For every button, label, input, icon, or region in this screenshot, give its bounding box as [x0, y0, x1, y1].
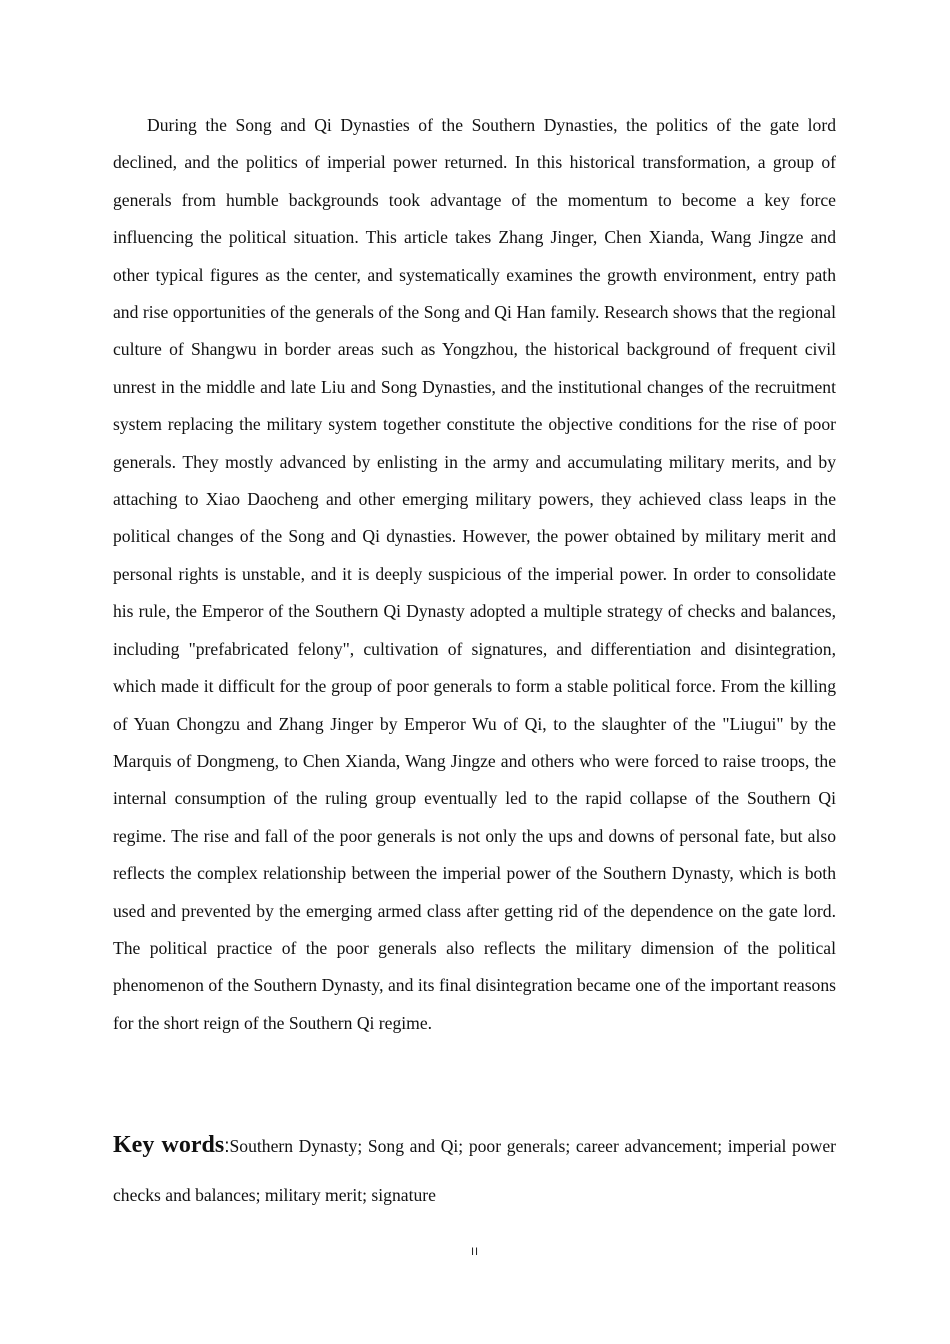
keywords-separator: : [224, 1136, 230, 1157]
page-number: II [470, 1246, 480, 1258]
keywords-section [113, 1121, 836, 1219]
keywords-text: Southern Dynasty; Song and Qi; poor generals; career advancement; imperial power checks and balances; military merit; signature [113, 1136, 836, 1205]
keywords-label: Key words [113, 1132, 225, 1158]
abstract-paragraph: During the Song and Qi Dynasties of the Southern Dynasties, the politics of the gate lord declined, and the politics of imperial power returned. In this historical transformation, a group of generals from humble backgrounds took advantage of the momentum to become a key force influencing the political situation. This article takes Zhang Jinger, Chen Xianda, Wang Jingze and other typical figures as the center, and systematically examines the growth environment, entry path and rise opportunities of the generals of the Song and Qi Han family. Research shows that the regional culture of Shangwu in border areas such as Yongzhou, the historical background of frequent civil unrest in the middle and late Liu and Song Dynasties, and the institutional changes of the recruitment system replacing the military system together constitute the objective conditions for the rise of poor generals. They mostly advanced by enlisting in the army and accumulating military merits, and by attaching to Xiao Daocheng and other emerging military powers, they achieved class leaps in the political changes of the Song and Qi dynasties. However, the power obtained by military merit and personal rights is unstable, and it is deeply suspicious of the imperial power. In order to consolidate his rule, the Emperor of the Southern Qi Dynasty adopted a multiple strategy of checks and balances, including "prefabricated felony", cultivation of signatures, and differentiation and disintegration, which made it difficult for the group of poor generals to form a stable political force. From the killing of Yuan Chongzu and Zhang Jinger by Emperor Wu of Qi, to the slaughter of the "Liugui" by the Marquis of Dongmeng, to Chen Xianda, Wang Jingze and others who were forced to raise troops, the internal consumption of the ruling group eventually led to the rapid collapse of the Southern Qi regime. The rise and fall of the poor generals is not only the ups and downs of personal fate, but also reflects the complex relationship between the imperial power of the Southern Dynasty, which is both used and prevented by the emerging armed class after getting rid of the dependence on the gate lord. The political practice of the poor generals also reflects the military dimension of the political phenomenon of the Southern Dynasty, and its final disintegration became one of the important reasons for the short reign of the Southern Qi regime. [113, 115, 836, 1033]
